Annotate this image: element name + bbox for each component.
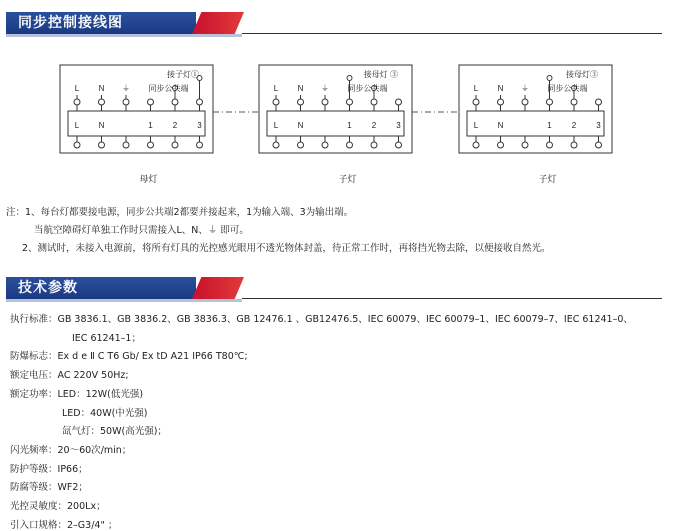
spec-label: 光控灵敏度： [10,501,68,512]
spec-row [10,517,117,531]
wire-label: ⏚ [321,84,329,93]
note-2: 2、测试时，未接入电源前，将所有灯具的光控感光眼用不透光物体封盖，待正常工作时，再将挡光物去除，以便接收自然光。 [22,243,551,254]
terminal-screw [473,99,479,105]
terminal-screw [571,142,577,148]
terminal-screw [148,142,154,148]
spec-label: 防爆标志： [10,351,58,363]
spec-row [10,386,143,400]
lamp-name: 子灯 [538,174,557,184]
spec-value: IEC 61241–1； [72,332,141,344]
terminal-screw [347,142,353,148]
terminal-screw [322,142,328,148]
spec-row [10,348,248,362]
terminal-block [267,111,404,136]
terminal-screw [547,99,553,105]
terminal-screw [571,99,577,105]
terminal-screw [123,142,129,148]
link-tag: 接母灯 ③ [363,70,398,79]
terminal-screw [273,99,279,105]
spec-label: 防腐等级： [10,482,58,494]
terminal-screw [473,142,479,148]
spec-value: 氙气灯：50W(高光强)； [62,426,167,438]
spec-label: 额定电压： [10,370,58,382]
spec-value: 2–G3/4" ； [67,519,118,531]
terminal-screw [74,99,80,105]
spec-row [10,479,88,493]
wire-label: L [473,84,479,93]
note-1: 注：1、每台灯都要接电源，同步公共端2都要并接起来，1为输入端、3为输出端。 [6,207,354,218]
spec-value: WF2； [57,482,88,494]
section-title: 技术参数 [6,277,196,299]
spec-row [10,442,131,456]
section-header-specs [6,277,662,299]
terminal-screw [596,99,602,105]
terminal-screw [498,99,504,105]
terminal-screw [498,142,504,148]
wire-end [547,76,552,81]
sync-common-label: 同步公共端 [148,84,189,93]
spec-label: 执行标准： [10,314,58,325]
terminal-screw [197,99,203,105]
wire-label: N [297,84,304,93]
link-tag: 接子灯① [167,70,199,79]
header-accent [192,12,244,34]
spec-label: 额定功率： [10,388,58,400]
lamp-name: 子灯 [338,174,357,184]
wire-label: L [74,84,80,93]
terminal-label: 3 [596,121,601,130]
lamp-name: 母灯 [139,174,158,184]
terminal-label: 2 [172,121,178,130]
sync-common-label: 同步公共端 [547,84,588,93]
terminal-label: 3 [396,121,401,130]
terminal-screw [396,99,402,105]
terminal-label: L [74,121,80,130]
terminal-screw [273,142,279,148]
sync-common-label: 同步公共端 [347,84,388,93]
terminal-screw [371,99,377,105]
spec-value: 200Lx； [67,501,106,512]
terminal-screw [596,142,602,148]
terminal-screw [99,99,105,105]
terminal-screw [347,99,353,105]
terminal-label: L [273,121,279,130]
spec-value: Ex d e Ⅱ C T6 Gb/ Ex tD A21 IP66 T80℃; [57,351,248,363]
terminal-label: 1 [148,121,153,130]
wire-label: ⏚ [122,84,130,93]
spec-row [10,461,88,475]
spec-label: 防护等级： [10,463,58,475]
link-tag: 接母灯③ [566,70,598,79]
note-1-sub: 当航空障碍灯单独工作时只需接入L、N、⏚ 即可。 [34,225,249,236]
spec-label: 闪光频率： [10,444,58,456]
header-shadow [6,299,242,302]
terminal-screw [547,142,553,148]
terminal-label: 2 [371,121,377,130]
terminal-screw [123,99,129,105]
header-rule [242,33,662,34]
spec-label: 引入口规格： [10,519,68,531]
terminal-screw [148,99,154,105]
terminal-screw [172,142,178,148]
terminal-block [467,111,604,136]
terminal-screw [298,142,304,148]
header-accent [192,277,244,299]
terminal-screw [522,142,528,148]
wire-label: L [273,84,279,93]
terminal-label: L [473,121,479,130]
spec-value: GB 3836.1、GB 3836.2、GB 3836.3、GB 12476.1 、GB12476.5、IEC 60079、IEC 60079–1、IEC 60079–7、IEC 61241–0、 [57,314,633,325]
wire-end [347,76,352,81]
section-header-wiring [6,12,662,34]
terminal-label: 3 [197,121,202,130]
terminal-label: N [98,121,105,130]
terminal-screw [74,142,80,148]
spec-row [10,498,106,512]
spec-value: LED：40W(中光强) [62,407,148,419]
spec-row [10,423,167,437]
terminal-screw [298,99,304,105]
terminal-label: N [297,121,304,130]
spec-row [10,405,148,419]
section-title: 同步控制接线图 [6,12,196,34]
terminal-label: 1 [347,121,352,130]
wire-label: ⏚ [521,84,529,93]
terminal-screw [522,99,528,105]
spec-row [10,367,129,381]
spec-row [10,330,141,344]
spec-value: 20～60次/min； [57,444,132,456]
terminal-screw [322,99,328,105]
header-rule [242,298,662,299]
spec-row [10,311,633,325]
terminal-label: 2 [571,121,577,130]
terminal-screw [172,99,178,105]
terminal-screw [396,142,402,148]
terminal-block [68,111,205,136]
spec-value: AC 220V 50Hz; [57,370,129,382]
wire-label: N [497,84,504,93]
header-shadow [6,34,242,37]
terminal-label: 1 [547,121,552,130]
terminal-screw [99,142,105,148]
terminal-screw [197,142,203,148]
wire-label: N [98,84,105,93]
terminal-screw [371,142,377,148]
spec-value: IP66； [57,463,88,475]
spec-value: LED：12W(低光强) [57,388,144,400]
terminal-label: N [497,121,504,130]
